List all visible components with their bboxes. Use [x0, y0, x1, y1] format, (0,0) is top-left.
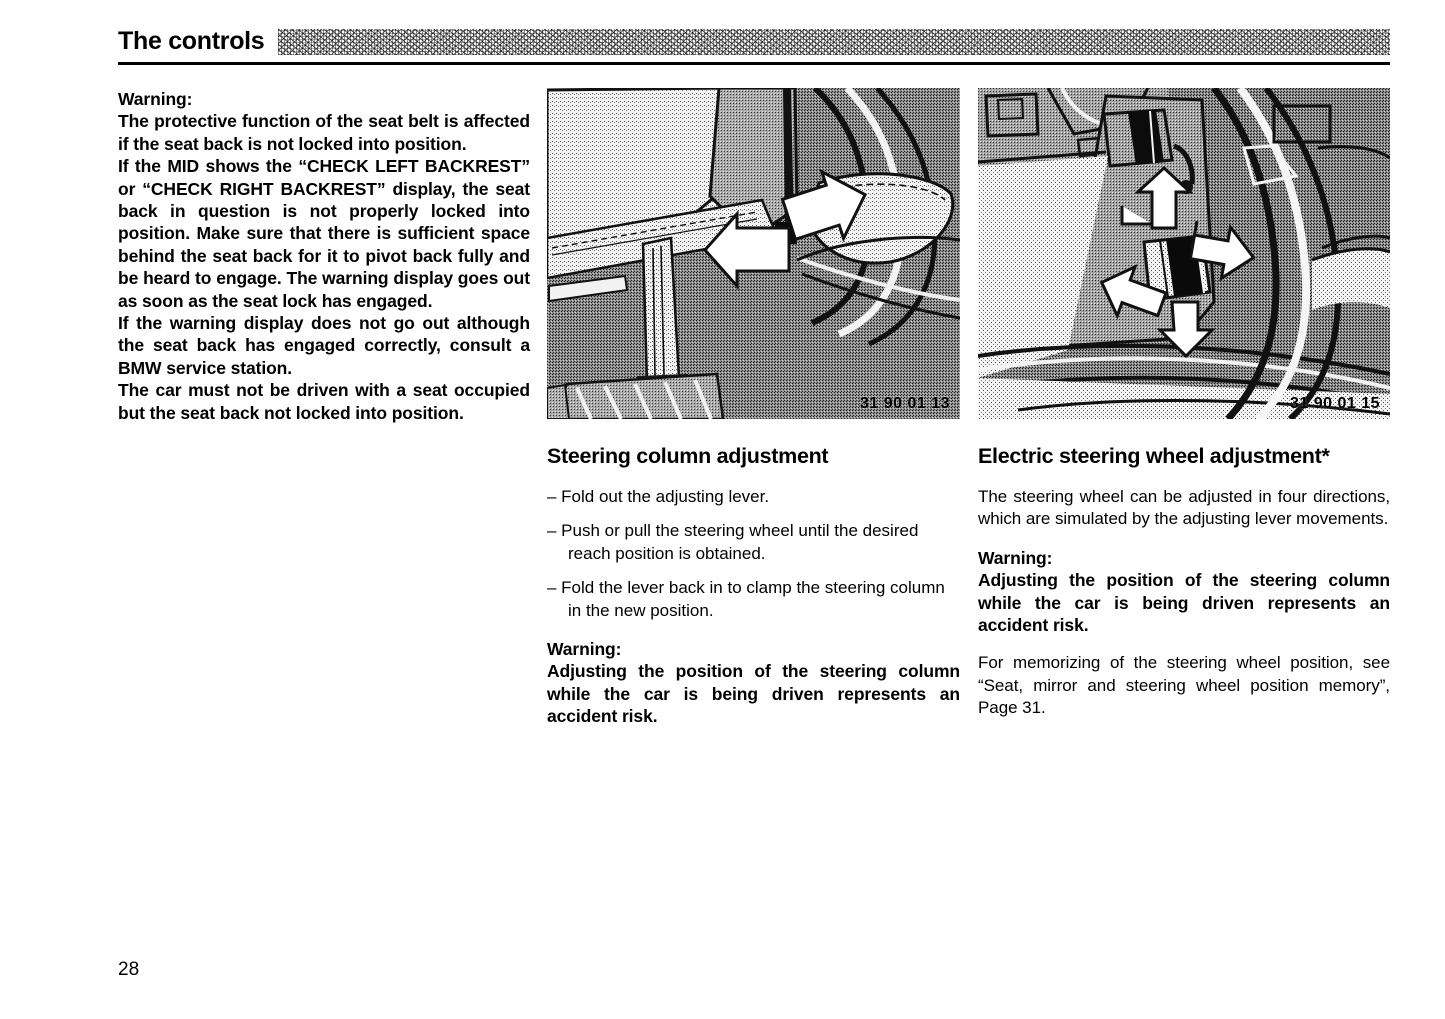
- page-title: The controls: [118, 27, 265, 55]
- step-item: – Push or pull the steering wheel until the desired reach position is obtained.: [547, 521, 919, 563]
- steering-column-adjusting-lever-photo: [547, 88, 960, 419]
- warning-paragraph-4: The car must not be driven with a seat occupied but the seat back not locked into position.: [118, 380, 530, 423]
- warning-label: Warning:: [547, 639, 622, 660]
- halftone-texture-band-icon: [278, 29, 1390, 55]
- electric-steering-wheel-adjustment-lever-photo: [978, 88, 1390, 419]
- header-divider: [118, 62, 1390, 65]
- right-column: [978, 443, 1390, 720]
- intro-text: The steering wheel can be adjusted in four directions, which are simulated by the adjusting lever movements.: [978, 487, 1390, 529]
- middle-column: [547, 443, 960, 728]
- page-number: 28: [118, 959, 140, 980]
- warning-text: Adjusting the position of the steering column while the car is being driven represents an accident risk.: [978, 570, 1390, 636]
- warning-paragraph-3: If the warning display does not go out although the seat back has engaged correctly, consult a BMW service station.: [118, 313, 530, 378]
- warning-paragraph-1: The protective function of the seat belt is affected if the seat back is not locked into position.: [118, 111, 530, 154]
- left-column: [118, 88, 530, 424]
- warning-text: Adjusting the position of the steering column while the car is being driven represents an accident risk.: [547, 661, 960, 727]
- reference-text: For memorizing of the steering wheel position, see “Seat, mirror and steering wheel position memory”, Page 31.: [978, 653, 1390, 718]
- page-header: [118, 26, 1390, 66]
- step-item: – Fold the lever back in to clamp the steering column in the new position.: [547, 578, 945, 620]
- warning-label: Warning:: [978, 547, 1053, 568]
- warning-label: Warning:: [118, 89, 193, 109]
- steering-column-adjustment-heading: Steering column adjustment: [547, 444, 829, 468]
- photo-2-graphic: [978, 88, 1390, 419]
- photo-code-label: 31 90 01 13: [859, 395, 950, 412]
- warning-paragraph-2: If the MID shows the “CHECK LEFT BACKREST” or “CHECK RIGHT BACKREST” display, the seat back in question is not properly locked into position. Make sure that there is sufficient space behind the seat back for it to pivot back fully and be heard to engage. The warning display goes out as soon as the seat lock has engaged.: [118, 156, 530, 311]
- electric-steering-wheel-adjustment-heading: Electric steering wheel adjustment*: [978, 444, 1330, 468]
- photo-code-label: 31 90 01 15: [1289, 395, 1380, 412]
- step-item: – Fold out the adjusting lever.: [547, 487, 770, 506]
- photo-1-graphic: [547, 88, 960, 419]
